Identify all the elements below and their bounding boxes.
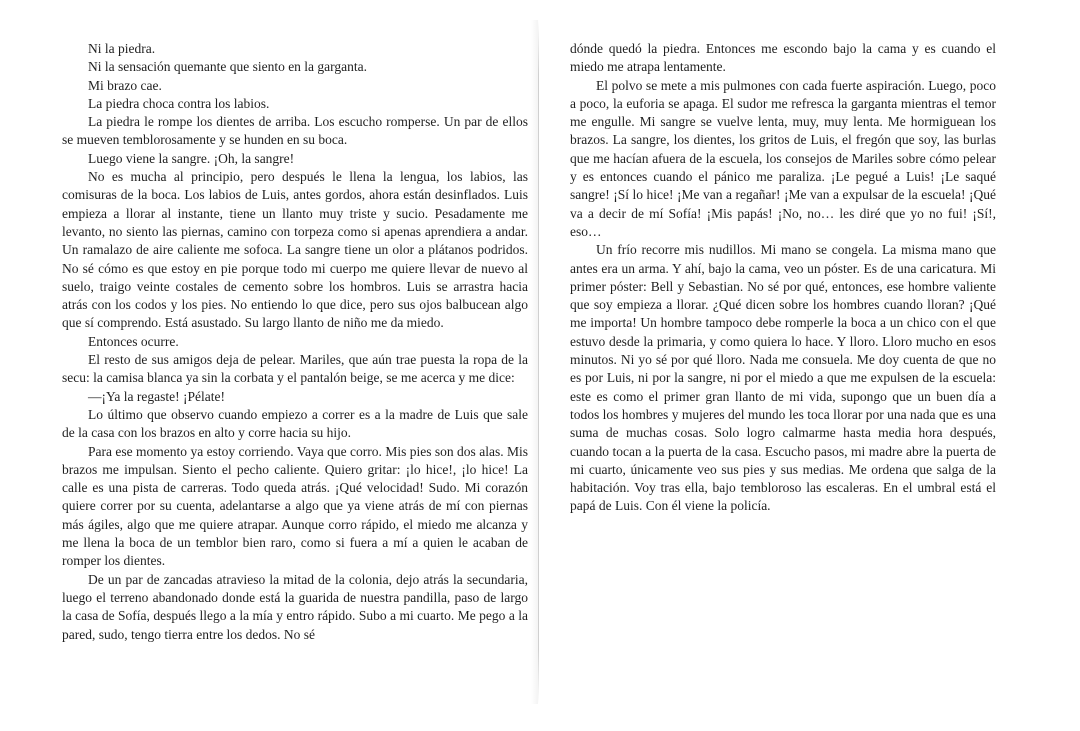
page-fold-shade <box>531 20 538 704</box>
paragraph: No es mucha al principio, pero después le llena la lengua, los labios, las comisuras de la boca. Los labios de Luis, antes gordos, ahora están desinflados. Luis empieza a llorar al instante, tiene un llanto muy triste y sucio. Pesadamente me levanto, no siento las piernas, camino con torpeza como si apenas aprendiera a andar. Un ramalazo de aire caliente me sofoca. La sangre tiene un olor a plátanos podridos. No sé cómo es que estoy en pie porque todo mi cuerpo me quiere llevar de nuevo al suelo, traigo veinte costales de cemento sobre los hombros. Luis se arrastra hacia atrás con los codos y los pies. No entiendo lo que dice, pero sus ojos balbucean algo que sí comprendo. Está asustado. Su largo llanto de niño me da miedo. <box>62 169 528 331</box>
paragraph-continuation: dónde quedó la piedra. Entonces me escondo bajo la cama y es cuando el miedo me atrapa lentamente. <box>570 41 996 75</box>
paragraph: Un frío recorre mis nudillos. Mi mano se congela. La misma mano que antes era un arma. Y ahí, bajo la cama, veo un póster. Es de una caricatura. Mi primer póster: Bell y Sebastian. No sé por qué, entonces, ese hombre valiente que soy empieza a llorar. ¿Qué dicen sobre los hombres cuando lloran? ¡Qué me importa! Un hombre tampoco debe romperle la boca a un chico con el que estuvo desde la primaria, y como quiera lo hace. Y lloro. Lloro mucho en esos minutos. Ni yo sé por qué lloro. Nada me consuela. Me doy cuenta de que no es por Luis, ni por la sangre, ni por el miedo a que me expulsen de la escuela: este es como el primer gran llanto de mi vida, supongo que un buen día a todos los hombres y mujeres del mundo les toca llorar por una nada que es una suma de muchas cosas. Solo logro calmarme hasta media hora después, cuando tocan a la puerta de la casa. Escucho pasos, mi madre abre la puerta de mi cuarto, únicamente veo sus pies y sus medias. Me ordena que salga de la habitación. Voy tras ella, bajo tembloroso las escaleras. En el umbral está el papá de Luis. Con él viene la policía. <box>570 242 996 514</box>
left-page <box>62 40 528 644</box>
paragraph: Ni la piedra. <box>88 41 156 56</box>
paragraph: La piedra choca contra los labios. <box>88 95 270 111</box>
paragraph: Para ese momento ya estoy corriendo. Vaya que corro. Mis pies son dos alas. Mis brazos me impulsan. Siento el pecho caliente. Quiero gritar: ¡lo hice!, ¡lo hice! La calle es una pista de carreras. Todo queda atrás. ¡Qué velocidad! Sudo. Mi corazón quiere correr por su cuenta, adelantarse a algo que ya viene atrás de mí con piernas más ágiles, algo que me quiere atrapar. Aunque corro rápido, el miedo me alcanza y me llena la boca de un temblor bien raro, como si fuera a mí a quien le acaban de romper los dientes. <box>62 443 528 569</box>
paragraph: El resto de sus amigos deja de pelear. Mariles, que aún trae puesta la ropa de la secu: la camisa blanca ya sin la corbata y el pantalón beige, se me acerca y me dice: <box>62 352 528 386</box>
paragraph-dialogue: —¡Ya la regaste! ¡Pélate! <box>88 388 225 404</box>
paragraph: Lo último que observo cuando empiezo a correr es a la madre de Luis que sale de la casa con los brazos en alto y corre hacia su hijo. <box>62 406 528 441</box>
right-page <box>570 40 996 516</box>
paragraph: Ni la sensación quemante que siento en la garganta. <box>88 59 368 75</box>
paragraph: La piedra le rompe los dientes de arriba. Los escucho romperse. Un par de ellos se mueven temblorosamente y se hunden en su boca. <box>62 114 528 148</box>
paragraph: Luego viene la sangre. ¡Oh, la sangre! <box>88 150 295 166</box>
page-fold-divider <box>538 20 539 704</box>
paragraph: El polvo se mete a mis pulmones con cada fuerte aspiración. Luego, poco a poco, la euforia se apaga. El sudor me refresca la garganta mientras el temor me engulle. Mi sangre se vuelve lenta, muy, muy lenta. Me hormiguean los brazos. La sangre, los dientes, los gritos de Luis, el fregón que soy, las burlas que me hacían afuera de la escuela, los consejos de Mariles sobre cómo pelear y es entonces cuando el pánico me paraliza. ¡Le pegué a Luis! ¡Le saqué sangre! ¡Sí lo hice! ¡Me van a regañar! ¡Me van a expulsar de la escuela! ¡Qué va a decir de mí Sofía! ¡Mis papás! ¡No, no… les diré que yo no fui! ¡Sí!, eso… <box>570 77 996 239</box>
paragraph: Entonces ocurre. <box>88 333 179 349</box>
paragraph: De un par de zancadas atravieso la mitad de la colonia, dejo atrás la secundaria, luego el terreno abandonado donde está la guarida de nuestra pandilla, paso de largo la casa de Sofía, después llego a la mía y entro rápido. Subo a mi cuarto. Me pego a la pared, sudo, tengo tierra entre los dedos. No sé <box>62 571 528 642</box>
paragraph: Mi brazo cae. <box>88 77 162 93</box>
